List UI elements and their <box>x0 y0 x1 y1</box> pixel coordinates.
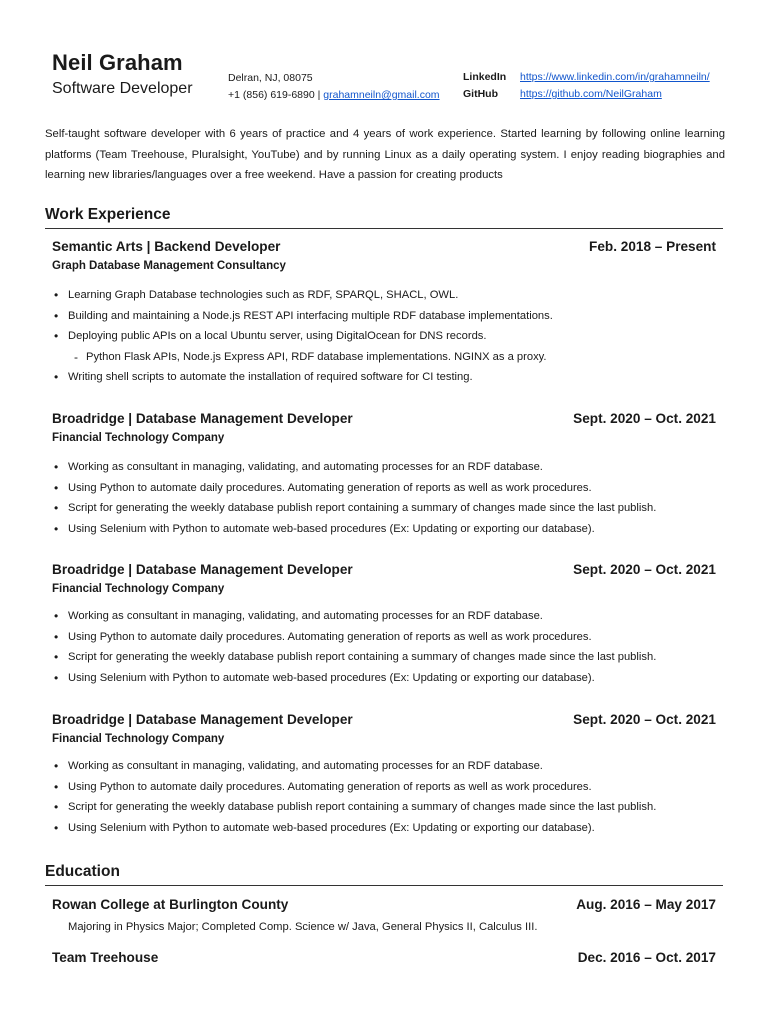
bullet-item: • Using Python to automate daily procedures. Automating generation of reports as well as work procedures. <box>52 478 716 499</box>
linkedin-label: LinkedIn <box>463 71 507 83</box>
bullet-item: • Using Selenium with Python to automate web-based procedures (Ex: Updating or exporting our database). <box>52 519 716 540</box>
entry-header <box>52 410 716 428</box>
linkedin-link[interactable]: https://www.linkedin.com/in/grahamneiln/ <box>520 71 710 83</box>
bullet-item: • Building and maintaining a Node.js REST API interfacing multiple RDF database implementations. <box>52 306 716 327</box>
entry-dates: Sept. 2020 – Oct. 2021 <box>573 712 716 727</box>
bullet-item: • Using Python to automate daily procedures. Automating generation of reports as well as work procedures. <box>52 777 716 798</box>
work-entry-broadridge-2 <box>52 561 716 688</box>
entry-bullets <box>52 457 716 539</box>
entry-header <box>52 896 716 914</box>
contact-block <box>228 70 440 104</box>
education-heading: Education <box>45 863 120 880</box>
linkedin-row <box>463 69 710 86</box>
entry-bullets <box>52 606 716 688</box>
email-link[interactable]: grahamneiln@gmail.com <box>323 89 440 101</box>
entry-dates: Sept. 2020 – Oct. 2021 <box>573 562 716 577</box>
entry-dates: Dec. 2016 – Oct. 2017 <box>577 950 716 965</box>
bullet-item: • Writing shell scripts to automate the installation of required software for CI testing. <box>52 367 716 388</box>
github-row <box>463 86 710 103</box>
summary-paragraph: Self-taught software developer with 6 years of practice and 4 years of work experience. Started learning by following online learning platforms (Team Treehouse, Pluralsight, YouTube) and by running Linux as a daily operating system. I enjoy reading biographies and learning new libraries/languages over a free weekend. Have a passion for creating products <box>45 128 725 182</box>
education-entry-rowan <box>52 896 716 936</box>
education-divider <box>45 885 723 886</box>
github-link[interactable]: https://github.com/NeilGraham <box>520 88 662 100</box>
bullet-item: • Working as consultant in managing, validating, and automating processes for an RDF database. <box>52 457 716 478</box>
phone: +1 (856) 619-6890 | <box>228 89 324 101</box>
entry-header <box>52 238 716 256</box>
entry-bullets <box>52 756 716 838</box>
profile-links <box>463 69 710 103</box>
entry-dates: Aug. 2016 – May 2017 <box>576 897 716 912</box>
bullet-item: • Script for generating the weekly database publish report containing a summary of changes made since the last publish. <box>52 797 716 818</box>
work-entry-semantic-arts <box>52 238 716 388</box>
entry-title: Team Treehouse <box>52 950 159 965</box>
bullet-item: • Using Selenium with Python to automate web-based procedures (Ex: Updating or exporting our database). <box>52 818 716 839</box>
entry-title: Broadridge | Database Management Developer <box>52 562 353 577</box>
bullet-item: • Script for generating the weekly database publish report containing a summary of changes made since the last publish. <box>52 498 716 519</box>
entry-title: Rowan College at Burlington County <box>52 897 289 912</box>
entry-header <box>52 561 716 579</box>
work-experience-heading: Work Experience <box>45 206 171 223</box>
work-experience-divider <box>45 228 723 229</box>
entry-subtitle: Financial Technology Company <box>52 432 225 444</box>
candidate-name: Neil Graham <box>52 50 183 75</box>
candidate-role: Software Developer <box>52 80 193 97</box>
entry-subtitle: Financial Technology Company <box>52 733 225 745</box>
github-label: GitHub <box>463 88 498 100</box>
entry-title: Semantic Arts | Backend Developer <box>52 239 281 254</box>
entry-subtitle: Graph Database Management Consultancy <box>52 260 286 272</box>
entry-title: Broadridge | Database Management Developer <box>52 411 353 426</box>
entry-dates: Feb. 2018 – Present <box>589 239 716 254</box>
bullet-item: • Learning Graph Database technologies such as RDF, SPARQL, SHACL, OWL. <box>52 285 716 306</box>
work-entry-broadridge-1 <box>52 410 716 539</box>
bullet-item: • Script for generating the weekly database publish report containing a summary of changes made since the last publish. <box>52 647 716 668</box>
phone-email-line <box>228 87 440 104</box>
bullet-item: • Working as consultant in managing, validating, and automating processes for an RDF database. <box>52 756 716 777</box>
bullet-item: • Using Selenium with Python to automate web-based procedures (Ex: Updating or exporting our database). <box>52 668 716 689</box>
entry-subtitle: Financial Technology Company <box>52 583 225 595</box>
bullet-item: • Using Python to automate daily procedures. Automating generation of reports as well as work procedures. <box>52 627 716 648</box>
entry-dates: Sept. 2020 – Oct. 2021 <box>573 411 716 426</box>
education-entry-treehouse <box>52 949 716 967</box>
entry-title: Broadridge | Database Management Developer <box>52 712 353 727</box>
location: Delran, NJ, 08075 <box>228 72 313 84</box>
sub-bullet-item: - Python Flask APIs, Node.js Express API, RDF database implementations. NGINX as a proxy. <box>52 347 716 368</box>
education-note: Majoring in Physics Major; Completed Comp. Science w/ Java, General Physics II, Calculus III. <box>68 921 538 933</box>
bullet-item: • Working as consultant in managing, validating, and automating processes for an RDF database. <box>52 606 716 627</box>
work-entry-broadridge-3 <box>52 711 716 838</box>
entry-header <box>52 711 716 729</box>
bullet-item: • Deploying public APIs on a local Ubuntu server, using DigitalOcean for DNS records. <box>52 326 716 347</box>
entry-bullets <box>52 285 716 388</box>
entry-header <box>52 949 716 967</box>
